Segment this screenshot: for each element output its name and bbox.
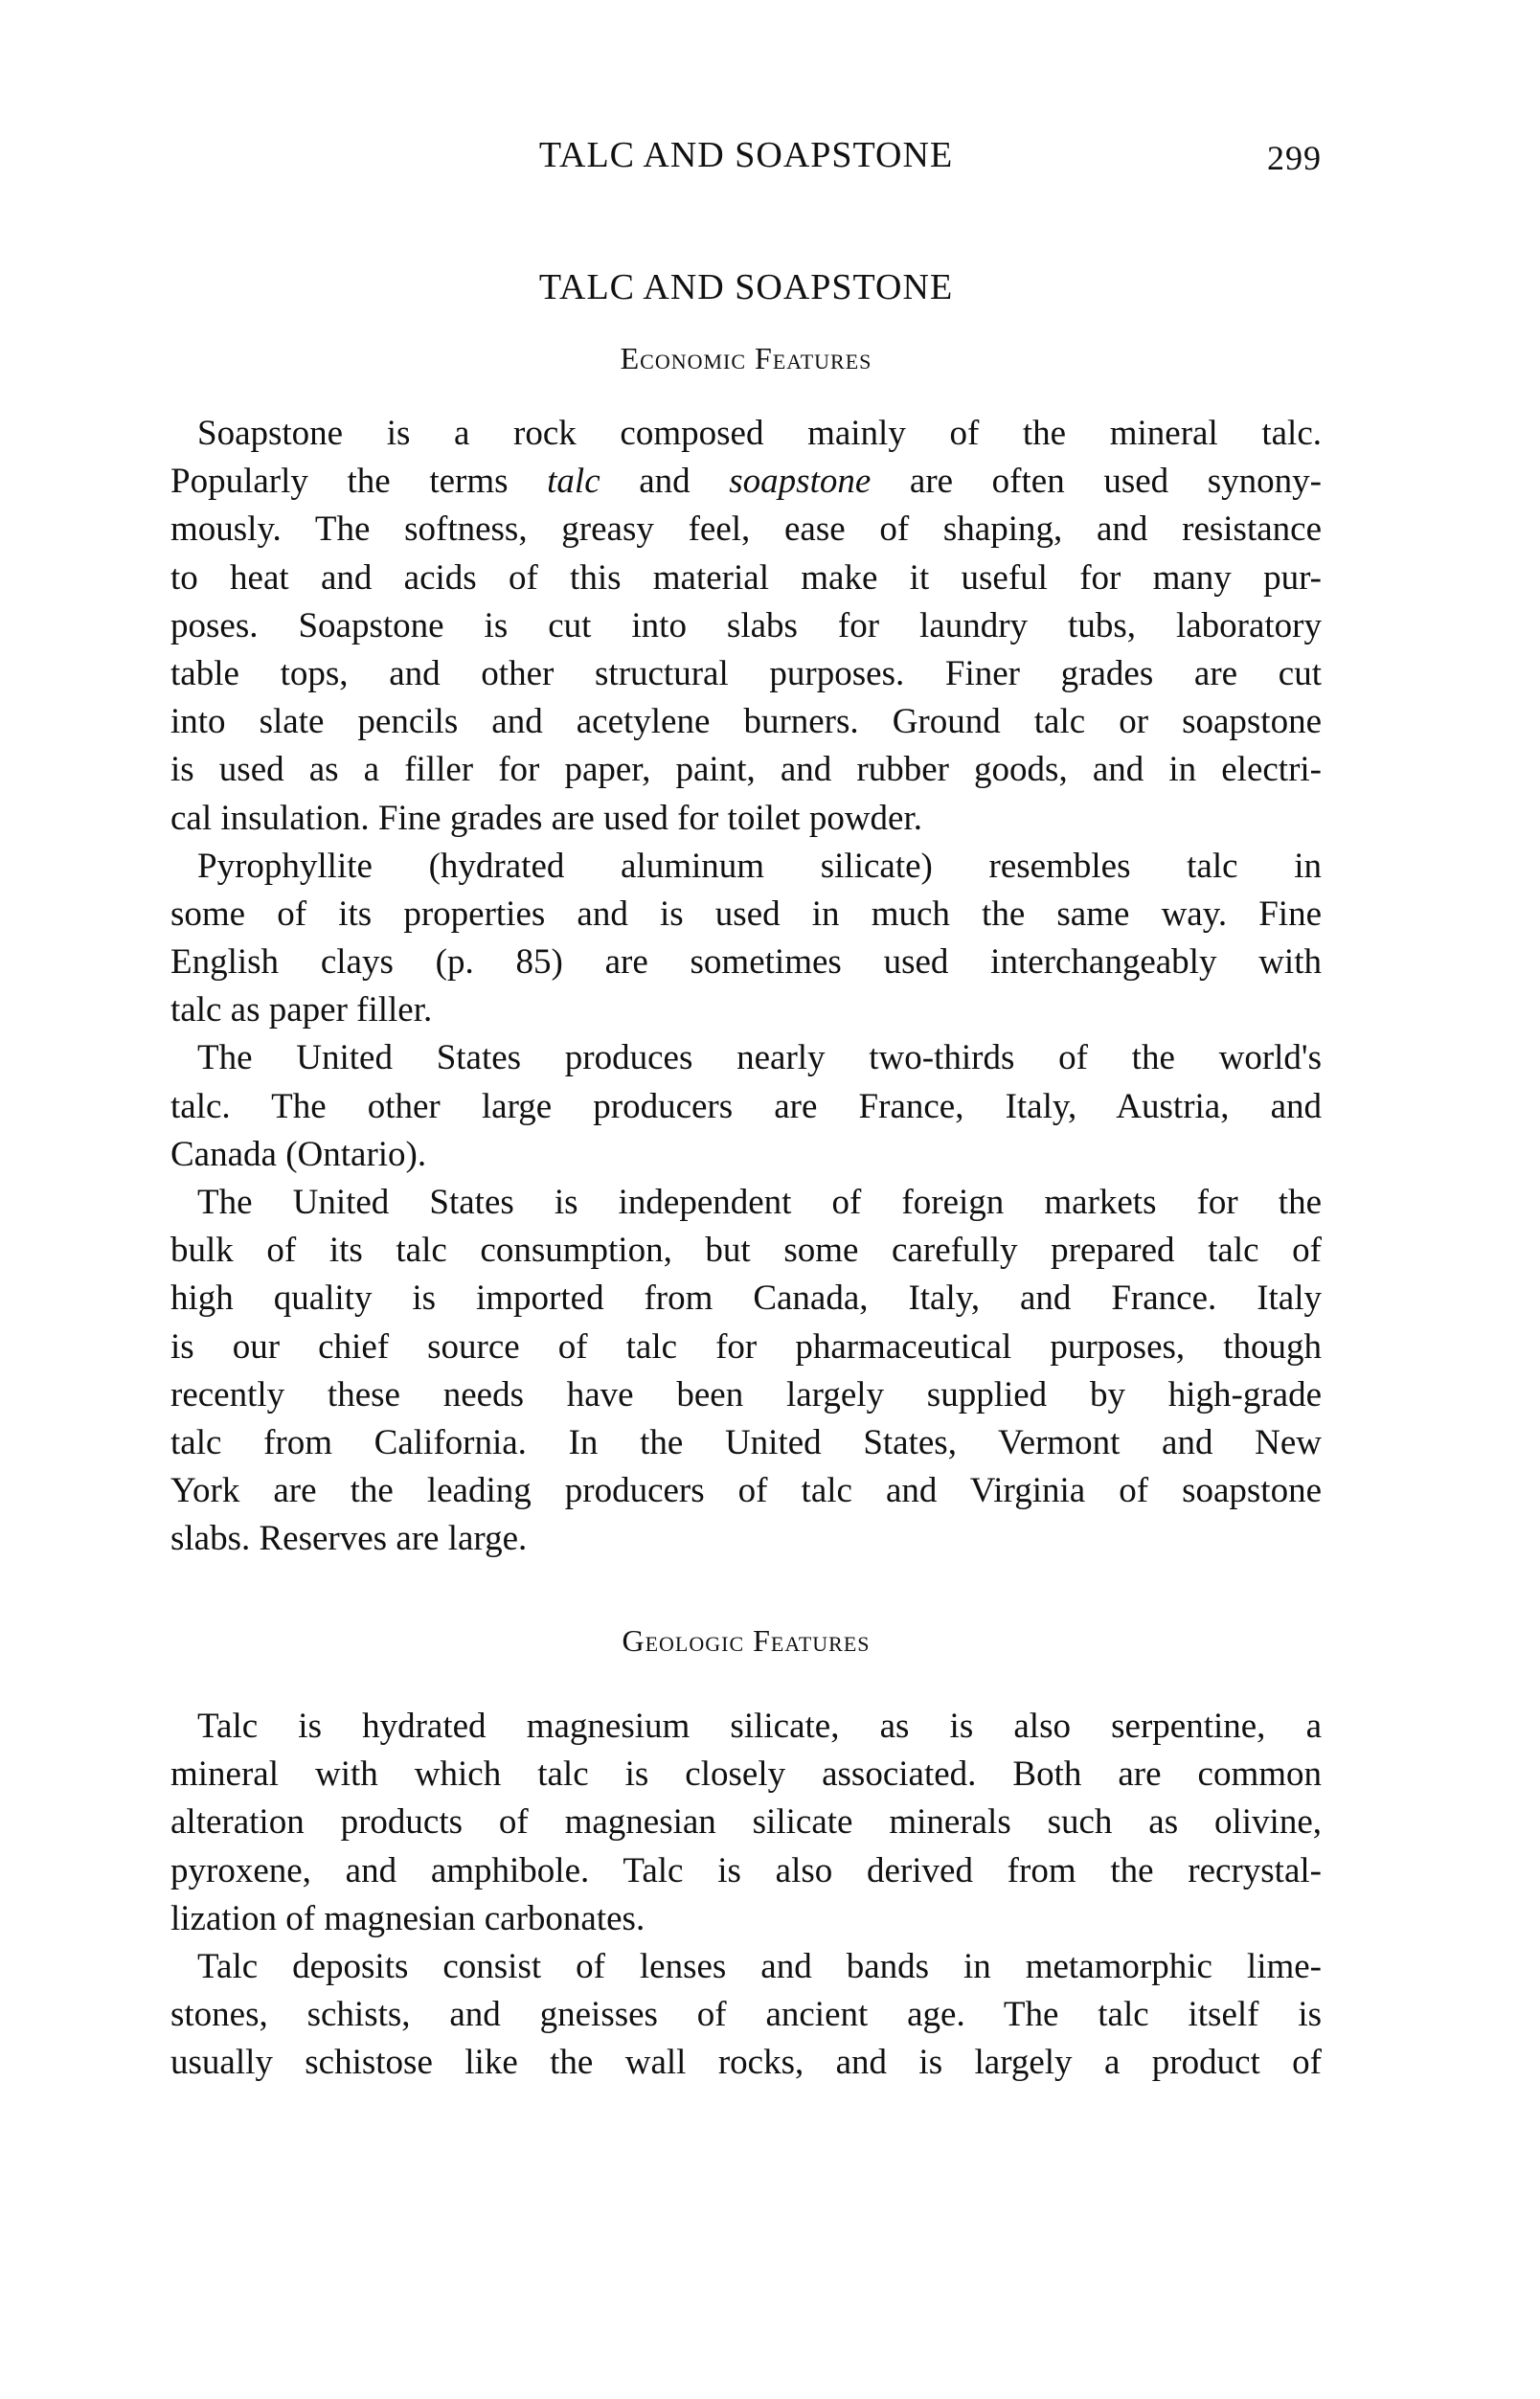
text-line: Talc deposits consist of lenses and bands in metamorphic lime- (197, 1946, 1322, 1986)
text-line: talc from California. In the United States, Vermont and New (170, 1422, 1322, 1462)
text-line: alteration products of magnesian silicate minerals such as olivine, (170, 1802, 1322, 1843)
text-line: bulk of its talc consumption, but some carefully prepared talc of (170, 1231, 1322, 1271)
italic-term: soapstone (729, 462, 872, 502)
text-line: some of its properties and is used in much the same way. Fine (170, 894, 1322, 934)
text-line: The United States produces nearly two-thirds of the world's (197, 1038, 1322, 1078)
text-line: The United States is independent of foreign markets for the (197, 1183, 1322, 1222)
text-line: Pyrophyllite (hydrated aluminum silicate) resembles talc in (197, 846, 1322, 886)
italic-term: talc (547, 462, 600, 502)
text-line: poses. Soapstone is cut into slabs for laundry tubs, laboratory (170, 605, 1322, 645)
text-line: cal insulation. Fine grades are used for toilet powder. (170, 798, 923, 838)
text-line: mineral with which talc is closely associated. Both are common (170, 1754, 1322, 1795)
page-number: 299 (1267, 139, 1322, 177)
text-line: English clays (p. 85) are sometimes used interchangeably with (170, 942, 1322, 983)
text-line: talc as paper filler. (170, 990, 433, 1030)
text-line: table tops, and other structural purposes. Finer grades are cut (170, 653, 1322, 693)
text-line: lization of magnesian carbonates. (170, 1898, 645, 1938)
running-head-title: TALC AND SOAPSTONE (538, 135, 954, 175)
running-head (170, 134, 1322, 182)
text-line: is our chief source of talc for pharmaceutical purposes, though (170, 1326, 1322, 1367)
text-line: usually schistose like the wall rocks, and is largely a product of (170, 2043, 1322, 2083)
text-line: Popularly the terms talc and soapstone are often used synony- (170, 462, 1322, 502)
section-body-geologic (170, 1703, 1322, 2088)
text-line: York are the leading producers of talc and Virginia of soapstone (170, 1471, 1322, 1511)
text-line: high quality is imported from Canada, Italy, and France. Italy (170, 1279, 1322, 1319)
section-heading-economic: Economic Features (620, 341, 872, 375)
text-line: Canada (Ontario). (170, 1134, 427, 1174)
text-line: stones, schists, and gneisses of ancient age. The talc itself is (170, 1995, 1322, 2035)
text-line: into slate pencils and acetylene burners. Ground talc or soapstone (170, 702, 1322, 742)
section-heading-geologic: Geologic Features (622, 1623, 871, 1658)
text-line: recently these needs have been largely supplied by high-grade (170, 1374, 1322, 1415)
text-line: mously. The softness, greasy feel, ease of shaping, and resistance (170, 509, 1322, 550)
text-line: talc. The other large producers are France, Italy, Austria, and (170, 1086, 1322, 1126)
text-line: Talc is hydrated magnesium silicate, as is also serpentine, a (197, 1707, 1322, 1746)
chapter-title: TALC AND SOAPSTONE (538, 267, 954, 307)
text-line: is used as a filler for paper, paint, and rubber goods, and in electri- (170, 750, 1322, 790)
section-body-economic (170, 410, 1322, 1564)
text-line: slabs. Reserves are large. (170, 1519, 528, 1559)
text-line: Soapstone is a rock composed mainly of the mineral talc. (197, 414, 1322, 453)
text-line: to heat and acids of this material make it useful for many pur- (170, 557, 1322, 598)
text-line: pyroxene, and amphibole. Talc is also derived from the recrystal- (170, 1850, 1322, 1890)
